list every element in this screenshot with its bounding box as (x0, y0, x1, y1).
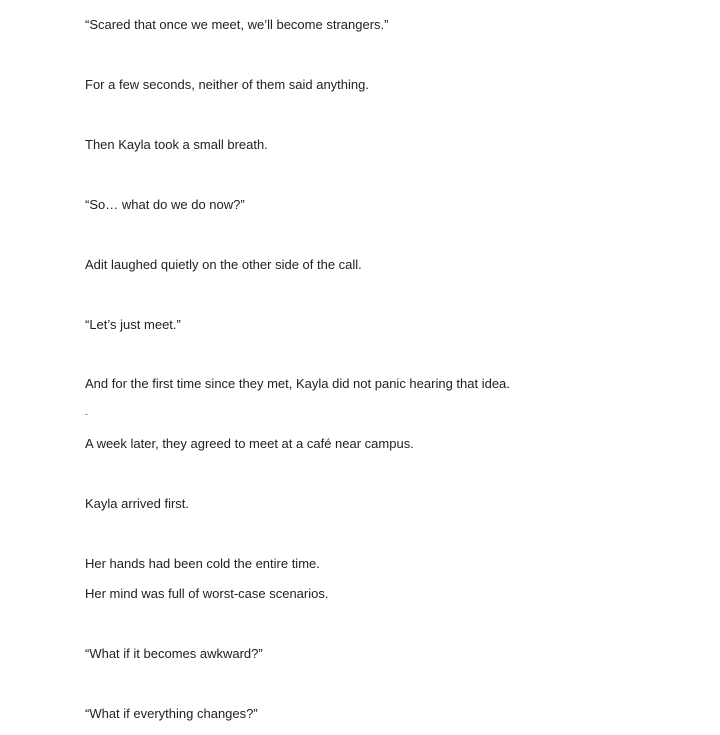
paragraph: “So… what do we do now?” (85, 197, 245, 212)
paragraph: “Let’s just meet.” (85, 317, 181, 332)
paragraph: “What if everything changes?” (85, 706, 258, 721)
paragraph: “What if it becomes awkward?” (85, 646, 263, 661)
paragraph: And for the first time since they met, Kayla did not panic hearing that idea. (85, 376, 510, 391)
paragraph: Her hands had been cold the entire time. (85, 556, 320, 571)
paragraph: Then Kayla took a small breath. (85, 137, 268, 152)
paragraph: Her mind was full of worst-case scenarios. (85, 586, 329, 601)
scene-separator: - (85, 409, 88, 419)
paragraph: “Scared that once we meet, we’ll become strangers.” (85, 17, 389, 32)
paragraph: For a few seconds, neither of them said anything. (85, 77, 369, 92)
paragraph: Kayla arrived first. (85, 496, 190, 511)
paragraph: A week later, they agreed to meet at a café near campus. (85, 436, 414, 451)
paragraph: Adit laughed quietly on the other side of the call. (85, 257, 362, 272)
